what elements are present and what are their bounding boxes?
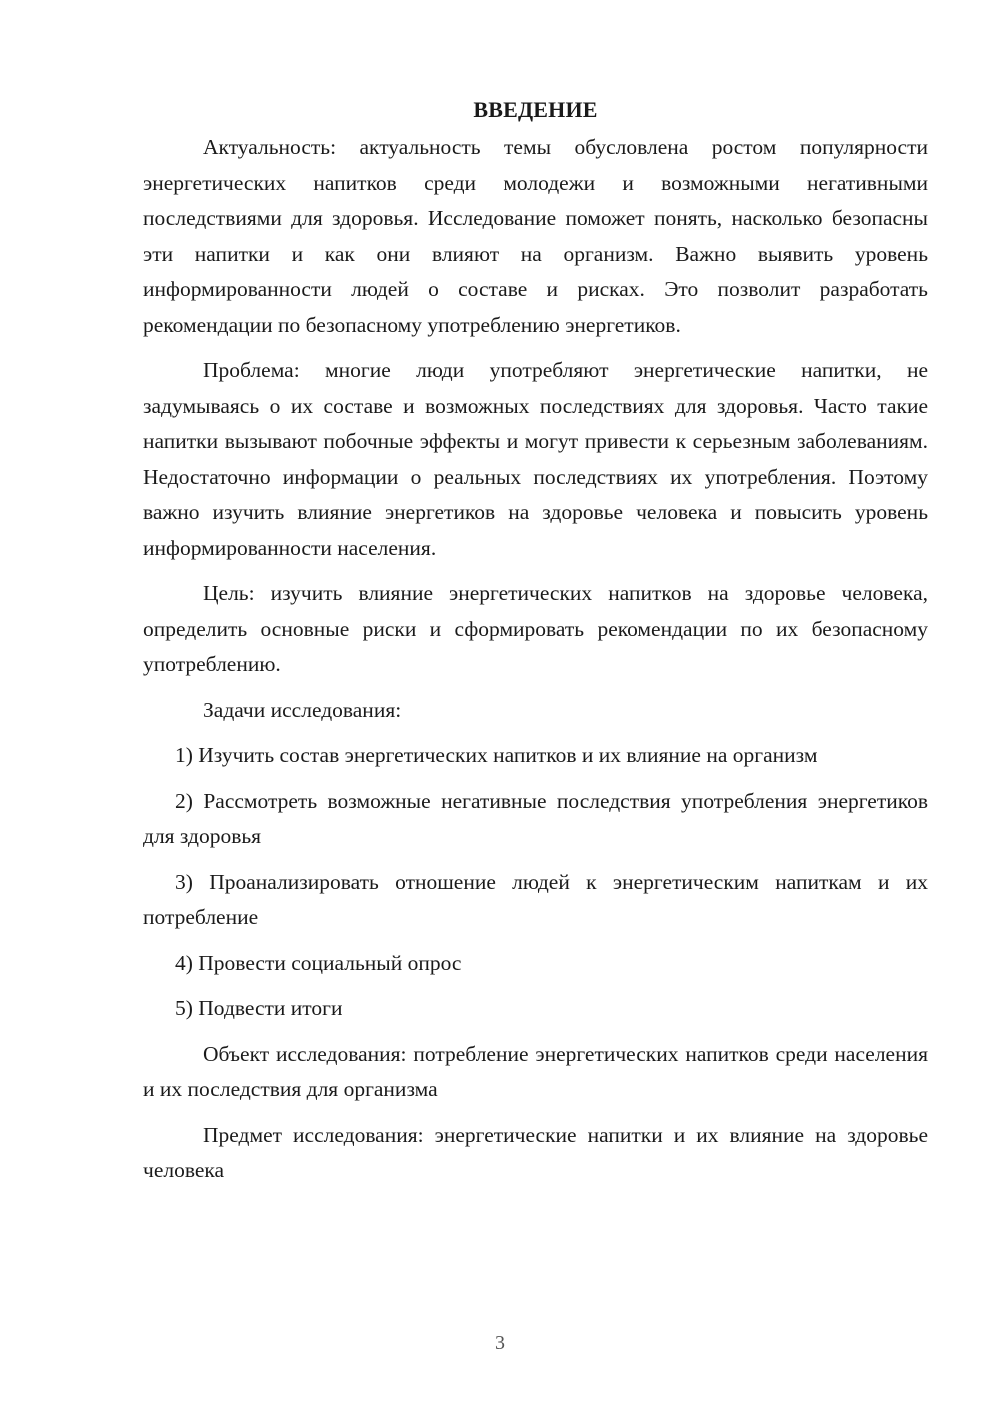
- problem-paragraph: Проблема: многие люди употребляют энергетические напитки, не задумываясь о их составе и возможных последствиях для здоровья. Часто такие напитки вызывают побочные эффекты и могут привести к серьезным заболеваниям. Недостаточно информации о реальных последствиях их употребления. Поэтому важно изучить влияние энергетиков на здоровье человека и повысить уровень информированности населения.: [143, 358, 928, 560]
- page-title: ВВЕДЕНИЕ: [473, 97, 598, 122]
- tasks-heading: Задачи исследования:: [203, 697, 402, 722]
- subject-paragraph: Предмет исследования: энергетические напитки и их влияние на здоровье человека: [143, 1122, 928, 1182]
- object-paragraph: Объект исследования: потребление энергетических напитков среди населения и их последствия для организма: [143, 1041, 928, 1101]
- task-item: 1) Изучить состав энергетических напитков и их влияние на организм: [175, 743, 818, 767]
- goal-paragraph: Цель: изучить влияние энергетических напитков на здоровье человека, определить основные риски и сформировать рекомендации по их безопасному употреблению.: [143, 581, 928, 676]
- page-number: 3: [495, 1332, 505, 1354]
- task-item: 2) Рассмотреть возможные негативные последствия употребления энергетиков для здоровья: [143, 788, 928, 848]
- task-item: 4) Провести социальный опрос: [175, 950, 462, 975]
- relevance-paragraph: Актуальность: актуальность темы обусловлена ростом популярности энергетических напитков среди молодежи и возможными негативными последствиями для здоровья. Исследование поможет понять, насколько безопасны эти напитки и как они влияют на организм. Важно выявить уровень информированности людей о составе и рисках. Это позволит разработать рекомендации по безопасному употреблению энергетиков.: [143, 135, 928, 337]
- task-item: 5) Подвести итоги: [175, 996, 343, 1020]
- document-page: [143, 92, 928, 1199]
- task-item: 3) Проанализировать отношение людей к энергетическим напиткам и их потребление: [143, 869, 928, 929]
- tasks-list: [143, 738, 928, 1027]
